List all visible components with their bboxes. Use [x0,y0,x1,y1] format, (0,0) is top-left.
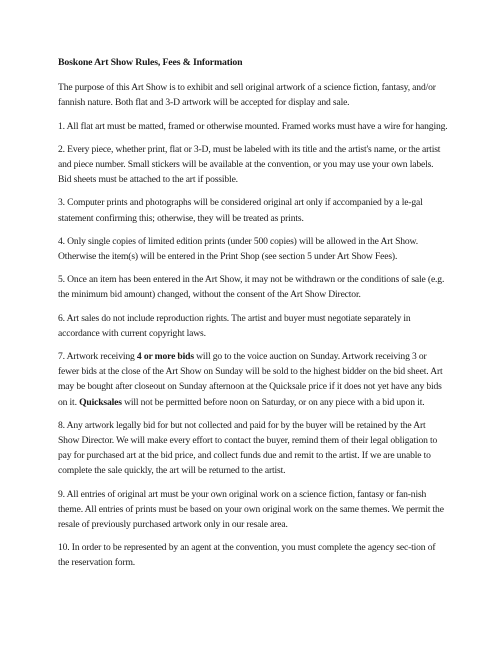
rule-1: 1. All flat art must be matted, framed or otherwise mounted. Framed works must have a wire for hanging. [58,120,448,132]
rule-6: 6. Art sales do not include reproduction rights. The artist and buyer must negotiate separately in accordance with current copyright laws. [58,312,411,339]
rule-9: 9. All entries of original art must be your own original work on a science fiction, fantasy or fan-nish theme. All entries of prints must be based on your own original work on the same themes. We permit the resale of previously purchased artwork only in our resale area. [58,488,444,531]
rule-7-bold-bids: 4 or more bids [136,351,194,363]
document-page [58,55,448,579]
rule-5: 5. Once an item has been entered in the Art Show, it may not be withdrawn or the conditions of sale (e.g. the minimum bid amount) changed, without the consent of the Art Show Director. [58,274,445,301]
rule-7-bold-quicksales: Quicksales [79,396,122,408]
rule-10: 10. In order to be represented by an agent at the convention, you must complete the agency sec-tion of the reservation form. [58,542,436,569]
intro-paragraph: The purpose of this Art Show is to exhibit and sell original artwork of a science fiction, fantasy, and/or fannish nature. Both flat and 3-D artwork will be accepted for display and sale. [58,82,436,109]
document-title: Boskone Art Show Rules, Fees & Information [58,57,243,68]
rule-7-text-b: will go to the voice auction on Sunday. Artwork receiving 3 or fewer bids at the close of the Art Show on Sunday will be sold to the highest bidder on the bid sheet. Art may be bought after closeout on Sunday afternoon at the Quicksale price if it does not yet have any bids on it. [58,351,443,408]
rule-7-text-a: 7. Artwork receiving [58,351,137,363]
rule-4: 4. Only single copies of limited edition prints (under 500 copies) will be allowed in the Art Show. Otherwise the item(s) will be entered in the Print Shop (see section 5 under Art Show Fees). [58,235,418,263]
rule-3: 3. Computer prints and photographs will be considered original art only if accompanied by a le-gal statement confirming this; otherwise, they will be treated as prints. [58,197,423,224]
rule-7-text-c: will not be permitted before noon on Saturday, or on any piece with a bid upon it. [121,396,425,408]
rule-8: 8. Any artwork legally bid for but not collected and paid for by the buyer will be retained by the Art Show Director. We will make every effort to contact the buyer, remind them of their legal obligation to pay for purchased art at the bid price, and collect funds due and remit to the artist. If we are unable to complete the sale quickly, the art will be returned to the artist. [58,419,438,477]
rule-2: 2. Every piece, whether print, flat or 3-D, must be labeled with its title and the artist's name, or the artist and piece number. Small stickers will be available at the convention, or you may use your own labels. Bid sheets must be attached to the art if possible. [58,143,441,186]
rule-7 [58,349,448,410]
